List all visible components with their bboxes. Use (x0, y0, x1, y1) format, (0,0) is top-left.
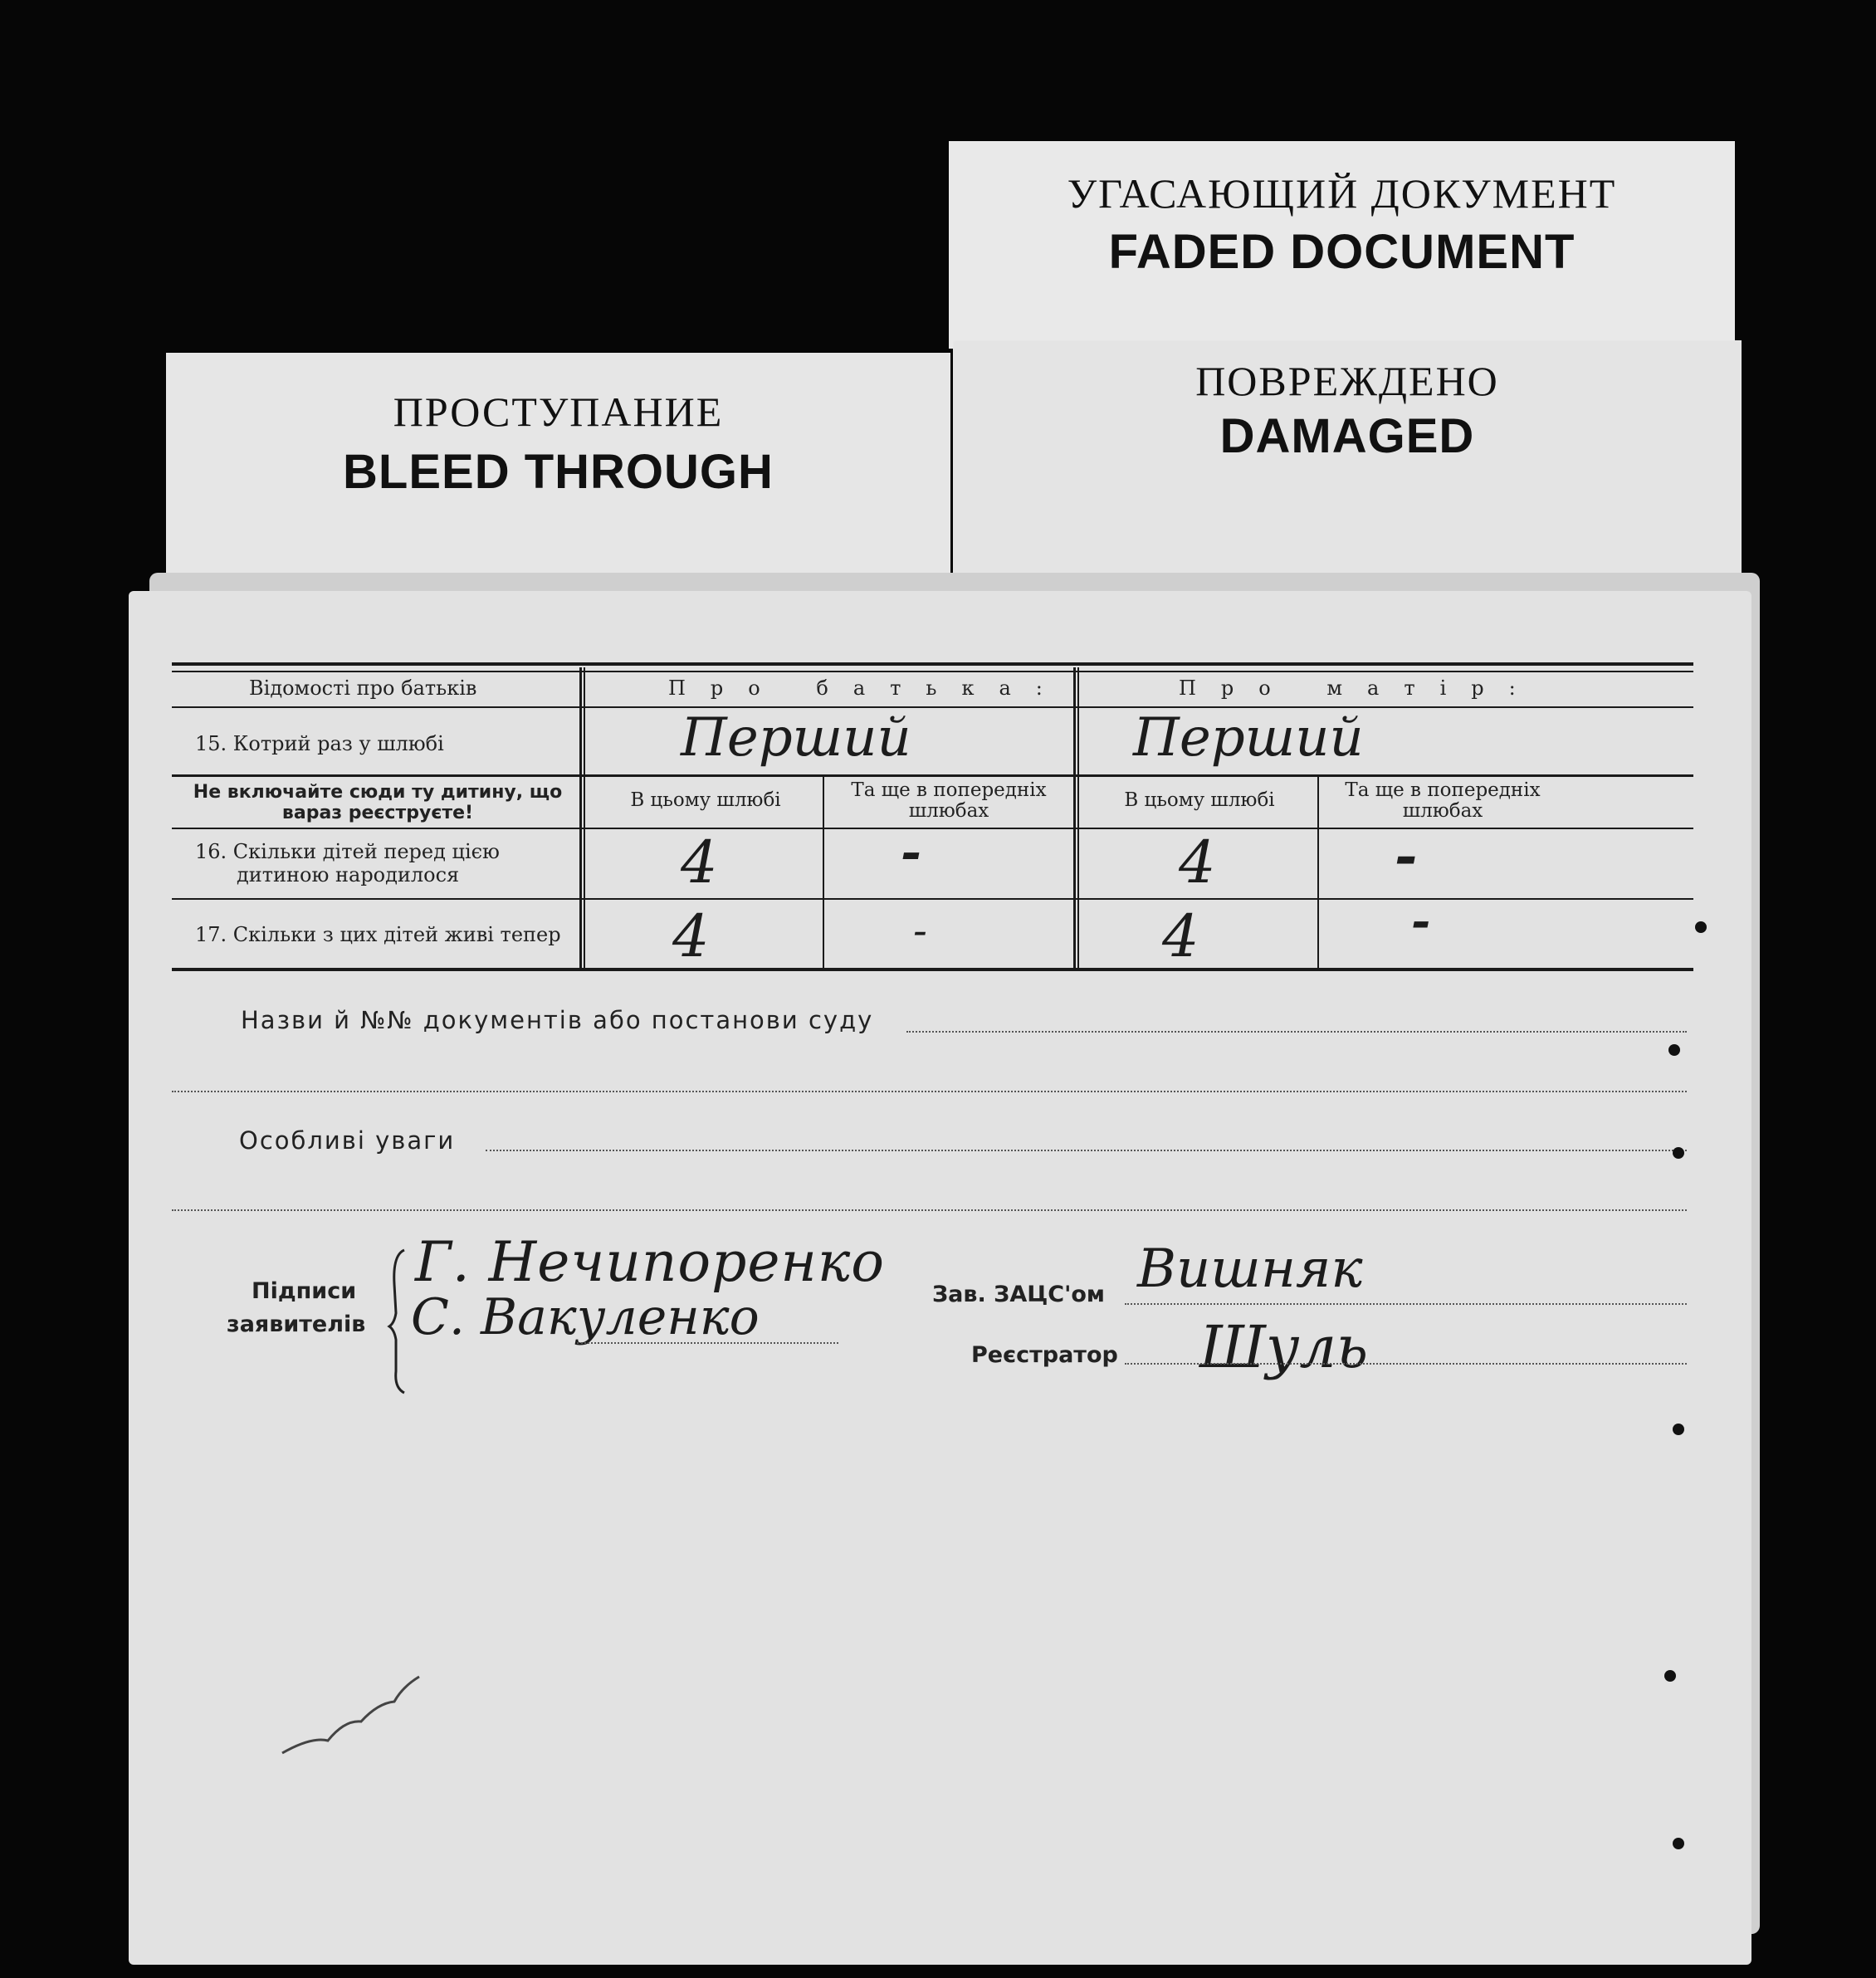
punch-hole (1673, 1147, 1684, 1159)
col-divider-father (823, 777, 824, 969)
row17-label: 17. Скільки з цих дітей живі тепер (195, 923, 561, 946)
punch-hole (1695, 921, 1707, 933)
col-divider-1b (584, 667, 585, 969)
remarks-dotted-line (486, 1150, 1687, 1151)
head-registry-label: Зав. ЗАЦС'ом (932, 1282, 1105, 1307)
faded-document-card (949, 141, 1735, 349)
bleed-through-en: BLEED THROUGH (343, 445, 774, 499)
registrar-dotted-line (1125, 1363, 1687, 1365)
header-father: Про батька: (668, 676, 1067, 700)
row16-label-line1: 16. Скільки дітей перед цією (195, 840, 500, 863)
row16-mother-this: 4 (1179, 828, 1216, 896)
punch-hole (1668, 1044, 1680, 1056)
applicants-label-2: заявителів (227, 1311, 366, 1337)
col-divider-2 (1073, 667, 1076, 969)
registrar-signature: Шуль (1199, 1313, 1369, 1381)
remarks-dotted-line-2 (172, 1209, 1687, 1211)
applicant-1-signature: Г. Нечипоренко (415, 1230, 886, 1294)
col-divider-mother (1317, 777, 1319, 969)
faded-document-ru: УГАСАЮЩИЙ ДОКУМЕНТ (1067, 170, 1617, 217)
applicants-dotted-line (577, 1342, 838, 1344)
row17-mother-prev: - (1411, 894, 1431, 949)
documents-label: Назви й №№ документів або постанови суду (241, 1006, 874, 1034)
punch-hole (1673, 1838, 1684, 1849)
row17-father-prev: - (913, 906, 927, 955)
subhead-father-prev: Та ще в попередніх шлюбах (851, 779, 1047, 822)
row15-label: 15. Котрий раз у шлюбі (195, 732, 444, 755)
table-top-rule (172, 662, 1693, 666)
note-exclude-child: Не включайте сюди ту дитину, що вараз реєструєте! (193, 782, 563, 823)
faded-document-en: FADED DOCUMENT (1108, 225, 1576, 279)
row15-rule (172, 774, 1693, 777)
documents-dotted-line-2 (172, 1091, 1687, 1092)
row16-father-this: 4 (681, 828, 718, 896)
subhead-mother-this: В цьому шлюбі (1124, 789, 1275, 811)
row16-mother-prev: - (1395, 823, 1418, 888)
subhead-mother-prev: Та ще в попередніх шлюбах (1345, 779, 1541, 822)
col-divider-2b (1077, 667, 1079, 969)
head-dotted-line (1125, 1303, 1687, 1305)
subhead-rule (172, 828, 1693, 829)
applicants-label-1: Підписи (252, 1278, 357, 1304)
head-registry-signature: Вишняк (1137, 1238, 1363, 1300)
bleed-through-card (166, 353, 950, 602)
damaged-ru: ПОВРЕЖДЕНО (1195, 358, 1499, 404)
row16-rule (172, 898, 1693, 900)
crease-mark (278, 1662, 427, 1761)
row16-label-line2: дитиною народилося (237, 863, 460, 886)
table-bottom-rule (172, 968, 1693, 971)
damaged-card (953, 340, 1742, 606)
registrar-label: Реєстратор (971, 1342, 1118, 1368)
row17-father-this: 4 (672, 902, 710, 970)
subhead-father-this: В цьому шлюбі (630, 789, 781, 811)
row15-mother-value: Перший (1133, 707, 1364, 769)
documents-dotted-line (906, 1031, 1687, 1033)
remarks-label: Особливі уваги (239, 1126, 456, 1155)
header-parents-info: Відомості про батьків (249, 676, 477, 700)
applicant-2-signature: С. Вакуленко (411, 1288, 760, 1346)
table-top-rule-thin (172, 671, 1693, 672)
applicants-brace (386, 1247, 411, 1396)
row16-father-prev: - (901, 823, 921, 882)
row17-mother-this: 4 (1162, 902, 1199, 970)
header-rule (172, 706, 1693, 708)
registration-form-sheet (129, 591, 1751, 1965)
col-divider-1 (579, 667, 582, 969)
punch-hole (1664, 1670, 1676, 1682)
header-mother: Про матір: (1179, 676, 1541, 700)
damaged-en: DAMAGED (1219, 409, 1475, 463)
bleed-through-ru: ПРОСТУПАНИЕ (393, 388, 724, 435)
punch-hole (1673, 1424, 1684, 1435)
row15-father-value: Перший (681, 707, 911, 769)
